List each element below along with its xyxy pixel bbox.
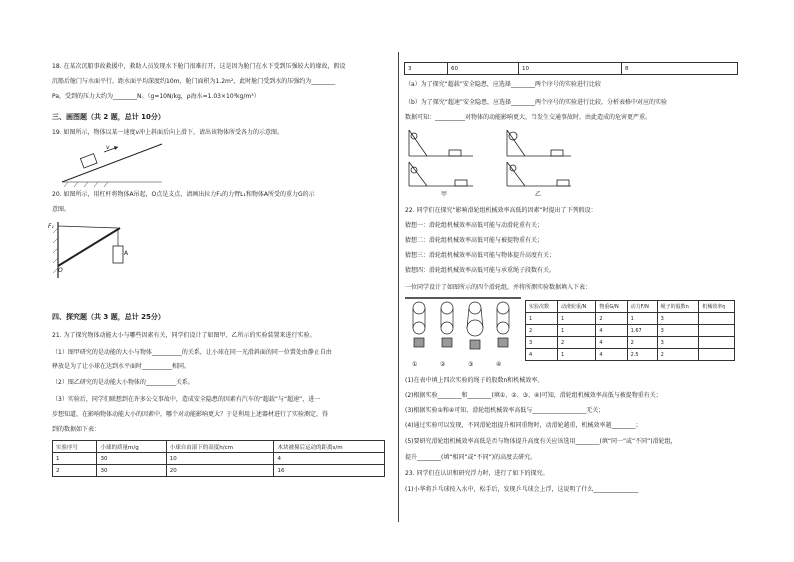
table-cell: 16 (274, 465, 385, 477)
section4-title: 四、探究题（共 3 题，总计 25分） (52, 313, 165, 321)
q21-line3: 释放是为了让小球在达到水平面时__________相同。 (52, 363, 191, 370)
table-cell (699, 325, 735, 337)
pivot-label: O (58, 267, 63, 274)
table-row (526, 313, 735, 325)
kinetic-energy-table (52, 440, 385, 477)
q22-sub3: (3)根据实验②和④可知，滑轮组机械效率高低与__________________无关； (405, 407, 605, 414)
q22-intro: 一位同学设计了如图所示的四个滑轮组，并将所测实验数据填入下表： (405, 284, 592, 291)
table-cell: 3 (405, 63, 448, 75)
pulley-diagrams (405, 296, 521, 360)
q21-line1: 21. 为了探究物体动能大小与哪些因素有关，同学们设计了如图甲、乙所示的实验装置来进行实验。 (52, 332, 316, 339)
section3-title: 三、画图题（共 2 题，总计 10分） (52, 113, 165, 121)
table-cell: 60 (448, 63, 519, 75)
table-cell: 2 (53, 465, 97, 477)
figure-label-yi: 乙 (535, 191, 542, 198)
table-row (526, 337, 735, 349)
q20-line2: 意图。 (52, 206, 71, 213)
force-label: F₁ (48, 223, 54, 230)
table-cell (699, 349, 735, 361)
table-cell: 1 (526, 313, 558, 325)
q19-text: 19. 如图所示，物体以某一速度v冲上斜面后向上滑下，请出该物体所受各力的示意图。 (52, 129, 284, 136)
table-cell: 4 (596, 349, 627, 361)
table-header-cell: 小球自由滚下的高度h/cm (166, 441, 274, 453)
q21b-line2: 数据可知：__________对物体的动能影响更大，当发生交通事故时，由此造成的危害更严重。 (405, 114, 652, 121)
table-cell: 2.5 (627, 349, 657, 361)
pulley-label-4: ④ (496, 361, 502, 368)
table-cell: 3 (657, 313, 699, 325)
table-row (405, 63, 738, 75)
incline-figure (58, 140, 168, 190)
table-cell: 1 (558, 325, 596, 337)
efficiency-table (525, 300, 735, 361)
table-header-cell: 动力F/N (627, 301, 657, 313)
table-cell: 2 (596, 313, 627, 325)
table-header-cell: 木块被撞后运动的距离s/m (274, 441, 385, 453)
lever-figure (52, 220, 152, 282)
table-cell: 1 (558, 349, 596, 361)
q18-line2: 沉船后舱门与水面平行，距水面平均深度约10m，舱门面积为1.2m²，此时舱门受到水的压强约为________ (52, 78, 336, 85)
table-cell: 4 (596, 325, 627, 337)
table-cell: 20 (166, 465, 274, 477)
guess-2: 猜想二：滑轮组机械效率高低可能与被提物重有关； (405, 237, 544, 244)
table-cell: 1 (627, 313, 657, 325)
q22-title: 22. 同学们在探究“影响滑轮组机械效率高低的因素”时提出了下列假设： (405, 207, 597, 214)
q21-line7: 到的数据如下表： (52, 426, 101, 433)
table-row (53, 465, 385, 477)
q23-title: 23. 同学们在认识和研究浮力时，进行了如下的探究。 (405, 470, 549, 477)
q22-sub2: (2)根据实验________和________(填①、②、③、④)可知，滑轮组机械效率高低与被提物重有关； (405, 392, 662, 399)
table-cell (699, 337, 735, 349)
table-header-cell: 物重G/N (596, 301, 627, 313)
table-cell: 2 (627, 337, 657, 349)
q20-line1: 20. 如图所示，用杠杆将物体A吊起，O点是支点，请画出拉力F₁的力臂L₁和物体A所受的重力G的示 (52, 191, 315, 198)
q23-sub1: (1)小华将乒乓球按入水中，松手后，发现乒乓球会上浮，这说明了什么_______________ (405, 486, 639, 493)
table-cell: 4 (526, 349, 558, 361)
q18-line3: Pa，受到的压力大约为________N。（g=10N/kg，ρ海水=1.03×10³kg/m³） (52, 93, 260, 100)
table-cell: 3 (657, 325, 699, 337)
object-a-label: A (124, 250, 129, 257)
ramp-experiment-figure (405, 126, 575, 192)
table-cell: 4 (596, 337, 627, 349)
table-header-row (53, 441, 385, 453)
guess-3: 猜想三：滑轮组机械效率高低可能与物体提升高度有关； (405, 252, 556, 259)
table-header-cell: 动滑轮重/N (558, 301, 596, 313)
table-cell: 10 (166, 453, 274, 465)
q21-line5: （3）实验后，同学们联想到在许多公交事故中，造成安全隐患的因素有汽车的“超载”与“超速”，进一 (52, 396, 321, 403)
table-header-cell: 实验序号 (53, 441, 97, 453)
table-cell: 3 (657, 337, 699, 349)
table-row (526, 349, 735, 361)
table-header-cell: 小球的质量m/g (97, 441, 166, 453)
table-cell: 3 (526, 337, 558, 349)
q22-sub4: (4)通过实验可以发现，不同滑轮组提升相同重物时，动滑轮越重，机械效率越________； (405, 422, 642, 429)
q21-line2: （1）图甲研究的是动能的大小与物体__________的关系，让小球在同一光滑斜面的同一位置处由静止自由 (52, 349, 332, 356)
table-cell: 8 (622, 63, 738, 75)
pulley-label-2: ② (440, 361, 446, 368)
q21-line6: 步想知道，在影响物体动能大小的因素中，哪个对动能影响更大？于是利用上述器材进行了实验测定，得 (52, 411, 329, 418)
table-cell: 1 (558, 313, 596, 325)
table-row (526, 325, 735, 337)
kinetic-energy-table-continued (404, 62, 738, 75)
q21a-text: （a）为了探究“超载”安全隐患，应选择________两个序号的实验进行比较 (405, 81, 601, 88)
q18-line1: 18. 在某次沉船事故救援中，救助人员发现水下舱门很难打开，这是因为舱门在水下受到压强较大的缘故，假设 (52, 63, 346, 70)
q22-sub5-line2: 提升________(填“相同”或“不同”)的高度去研究。 (405, 454, 537, 461)
table-header-cell: 机械效率η (699, 301, 735, 313)
q21-line4: （2）图乙研究的是动能大小物体的__________关系。 (52, 379, 194, 386)
q21b-line1: （b）为了探究“超速”安全隐患，应选择________两个序号的实验进行比较，分析表格中对应的实验 (405, 99, 668, 106)
table-cell: 4 (274, 453, 385, 465)
guess-1: 猜想一：滑轮组机械效率高低可能与动滑轮重有关； (405, 222, 544, 229)
table-header-cell: 实验次数 (526, 301, 558, 313)
table-cell: 2 (657, 349, 699, 361)
figure-label-jia: 甲 (441, 191, 448, 198)
table-cell: 1.67 (627, 325, 657, 337)
q22-sub1: (1)在表中填上四次实验的绳子的股数n和机械效率。 (405, 377, 544, 384)
q22-sub5-line1: (5)要研究滑轮组机械效率高低是否与物体提升高度有关应该选用________(填“同一”或“不同”)滑轮组， (405, 438, 677, 445)
guess-4: 猜想四：滑轮组机械效率高低可能与承重绳子段数有关。 (405, 267, 556, 274)
table-cell: 1 (53, 453, 97, 465)
table-header-cell: 绳子的股数n (657, 301, 699, 313)
pulley-label-3: ③ (468, 361, 474, 368)
table-cell: 30 (97, 453, 166, 465)
table-cell: 30 (97, 465, 166, 477)
table-cell: 2 (526, 325, 558, 337)
right-column (397, 0, 794, 562)
table-header-row (526, 301, 735, 313)
pulley-label-1: ① (412, 361, 418, 368)
table-cell: 2 (558, 337, 596, 349)
table-row (53, 453, 385, 465)
table-cell (699, 313, 735, 325)
table-cell: 10 (519, 63, 622, 75)
velocity-label: v (106, 144, 110, 151)
